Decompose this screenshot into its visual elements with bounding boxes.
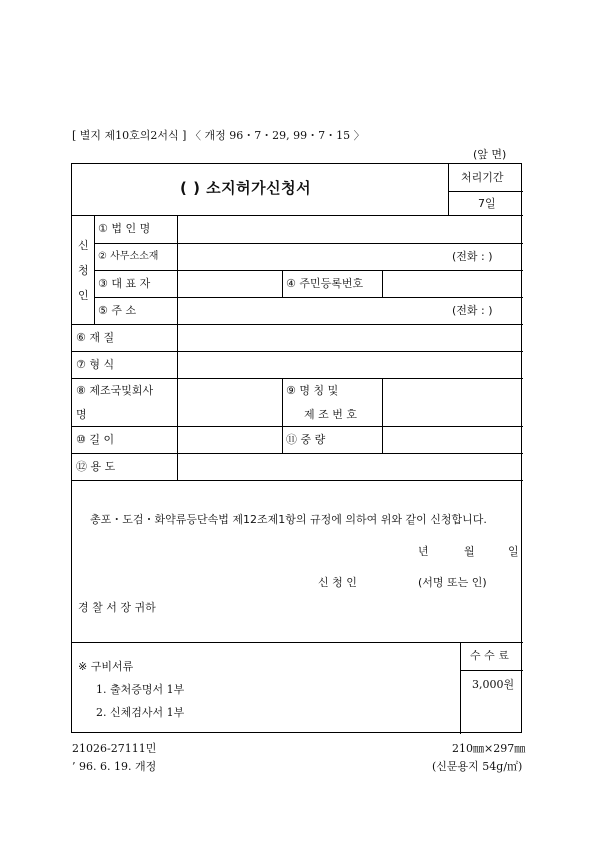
model-label-line1: ⑨ 명 칭 및 — [286, 384, 339, 397]
date-year-label: 년 — [418, 545, 429, 558]
office-address-label: ② 사무소소재 — [98, 251, 159, 262]
fee-value: 3,000원 — [472, 678, 515, 691]
document-item-2: 2. 신체검사서 1부 — [96, 706, 185, 719]
applicant-label-3: 인 — [78, 289, 89, 302]
applicant-sign-label: 신 청 인 — [318, 576, 357, 589]
phone-label-1: (전화 : ) — [452, 250, 493, 263]
paper-type: (신문용지 54g/㎡) — [432, 760, 523, 773]
fee-label: 수 수 료 — [470, 649, 509, 662]
addressee: 경 찰 서 장 귀하 — [78, 601, 156, 614]
page-side-label: (앞 면) — [473, 148, 507, 161]
model-label-line2: 제 조 번 호 — [304, 408, 357, 421]
processing-period-value: 7일 — [478, 197, 496, 210]
form-title: ( ) 소지허가신청서 — [180, 179, 312, 197]
representative-label: ③ 대 표 자 — [98, 277, 151, 290]
address-label: ⑤ 주 소 — [98, 304, 137, 317]
phone-label-2: (전화 : ) — [452, 304, 493, 317]
corp-name-label: ① 법 인 명 — [98, 222, 151, 235]
paper-size: 210㎜×297㎜ — [452, 742, 526, 755]
document-item-1: 1. 출처증명서 1부 — [96, 683, 185, 696]
type-label: ⑦ 형 식 — [76, 358, 115, 371]
form-label: [ 별지 제10호의2서식 ] 〈 개정 96・7・29, 99・7・15 〉 — [72, 129, 365, 142]
manufacturer-label-line2: 명 — [76, 408, 87, 421]
resident-number-label: ④ 주민등록번호 — [286, 277, 364, 290]
form-code: 21026-27111민 — [72, 742, 157, 755]
manufacturer-label-line1: ⑧ 제조국및회사 — [76, 384, 154, 397]
documents-title: ※ 구비서류 — [78, 660, 134, 673]
date-day-label: 일 — [508, 545, 519, 558]
statement-text: 총포・도검・화약류등단속법 제12조제1항의 규정에 의하여 위와 같이 신청합니다. — [90, 513, 487, 526]
material-label: ⑥ 재 질 — [76, 331, 115, 344]
application-form — [71, 163, 522, 733]
usage-label: ⑫ 용 도 — [76, 460, 116, 473]
applicant-label-1: 신 — [78, 239, 89, 252]
signature-hint: (서명 또는 인) — [418, 576, 487, 589]
date-month-label: 월 — [464, 545, 475, 558]
length-label: ⑩ 길 이 — [76, 433, 115, 446]
weight-label: ⑪ 중 량 — [286, 433, 326, 446]
applicant-label-2: 청 — [78, 264, 89, 277]
revision-date: ’ 96. 6. 19. 개정 — [72, 760, 157, 773]
processing-period-label: 처리기간 — [461, 171, 504, 184]
